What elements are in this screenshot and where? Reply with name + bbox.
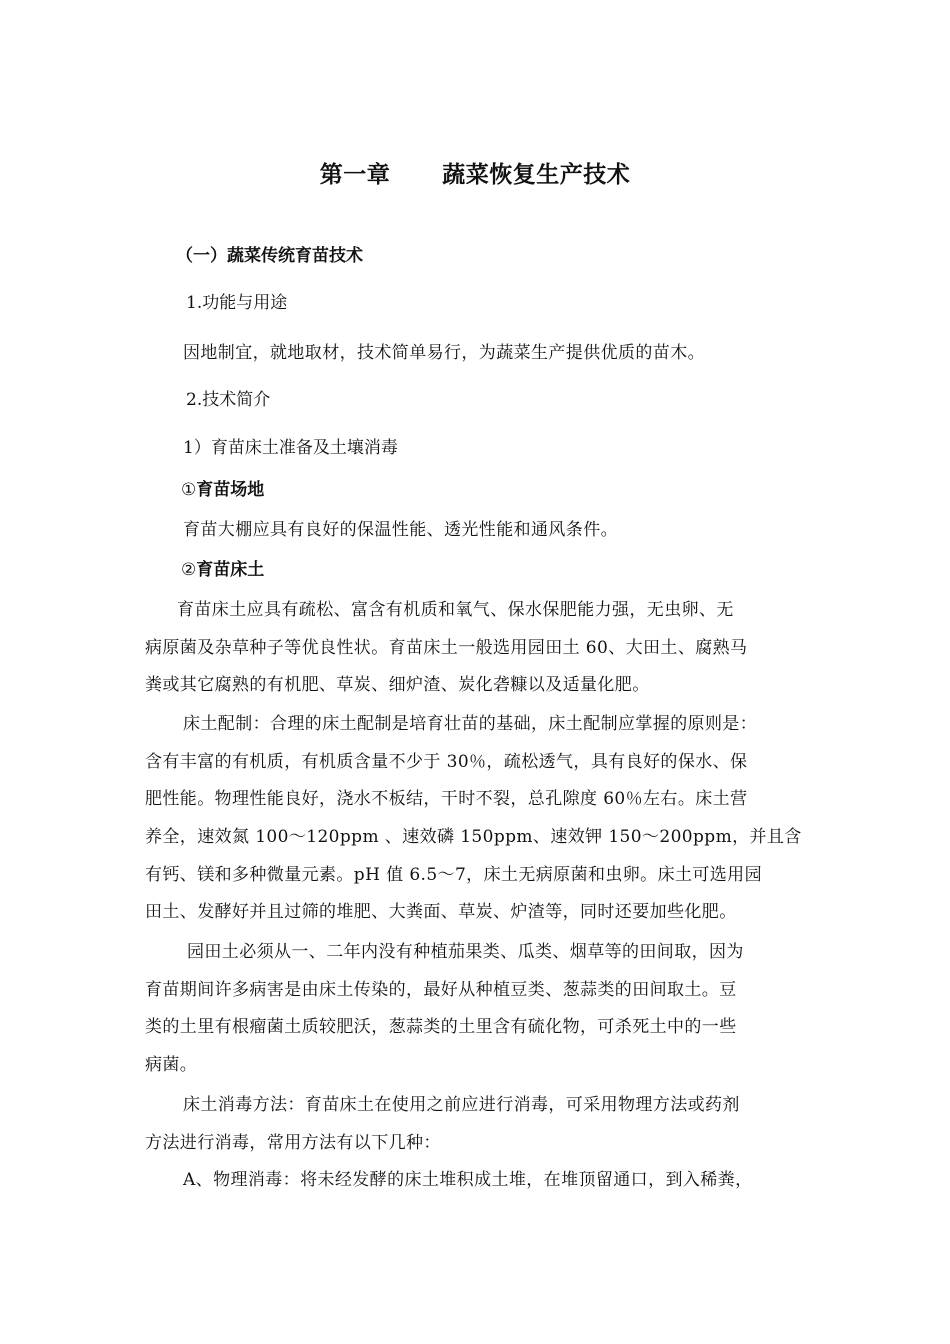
- chapter-number: 第一章: [319, 162, 391, 188]
- site-heading: [181, 479, 264, 501]
- site-text: 育苗大棚应具有良好的保温性能、透光性能和通风条件。: [183, 520, 618, 540]
- site-heading-text: 育苗场地: [196, 480, 265, 500]
- paragraph-line: 养全，速效氮 100～120ppm 、速效磷 150ppm、速效钾 150～200ppm，并且含: [145, 827, 802, 848]
- paragraph-line: 育苗期间许多病害是由床土传染的，最好从种植豆类、葱蒜类的田间取土。豆: [145, 979, 737, 1000]
- soil-heading-text: 育苗床土: [196, 560, 265, 580]
- soil-heading: [181, 559, 264, 581]
- paragraph-field-soil: [145, 941, 807, 1092]
- paragraph-line: 园田土必须从一、二年内没有种植茄果类、瓜类、烟草等的田间取，因为: [187, 942, 744, 962]
- item-1-label: 1.功能与用途: [186, 293, 288, 313]
- item-2-label: 2.技术简介: [186, 390, 271, 410]
- paragraph-soil-properties: [145, 599, 807, 712]
- chapter-name: 蔬菜恢复生产技术: [442, 162, 631, 188]
- paragraph-line: 育苗床土应具有疏松、富含有机质和氧气、保水保肥能力强，无虫卵、无: [177, 600, 734, 620]
- chapter-title: [0, 156, 950, 189]
- paragraph-line: 方法进行消毒，常用方法有以下几种：: [145, 1132, 441, 1153]
- paragraph-line: 含有丰富的有机质，有机质含量不少于 30％，疏松透气，具有良好的保水、保: [145, 751, 748, 772]
- paragraph-line: 类的土里有根瘤菌土质较肥沃，葱蒜类的土里含有硫化物，可杀死土中的一些: [145, 1017, 737, 1038]
- soil-marker: ②: [181, 560, 197, 580]
- section-heading: （一）蔬菜传统育苗技术: [176, 246, 363, 266]
- paragraph-physical-disinfection: [145, 1169, 807, 1207]
- paragraph-line: 床土消毒方法：育苗床土在使用之前应进行消毒，可采用物理方法或药剂: [183, 1095, 740, 1115]
- item-1-text: 因地制宜，就地取材，技术简单易行，为蔬菜生产提供优质的苗木。: [183, 343, 705, 363]
- paragraph-line: A、物理消毒：将未经发酵的床土堆积成土堆，在堆顶留通口，到入稀粪，: [183, 1170, 753, 1190]
- paragraph-soil-mixing: [145, 713, 807, 939]
- paragraph-disinfection: [145, 1094, 807, 1169]
- paragraph-line: 田土、发酵好并且过筛的堆肥、大粪面、草炭、炉渣等，同时还要加些化肥。: [145, 902, 737, 923]
- site-marker: ①: [181, 480, 197, 500]
- paragraph-line: 病菌。: [145, 1055, 198, 1076]
- paragraph-line: 床土配制：合理的床土配制是培育壮苗的基础，床土配制应掌握的原则是：: [183, 714, 758, 734]
- paragraph-line: 有钙、镁和多种微量元素。pH 值 6.5～7，床土无病原菌和虫卵。床土可选用园: [145, 864, 762, 885]
- paragraph-line: 粪或其它腐熟的有机肥、草炭、细炉渣、炭化砻糠以及适量化肥。: [145, 675, 650, 696]
- subsection-1-heading: 1）育苗床土准备及土壤消毒: [183, 438, 398, 458]
- paragraph-line: 病原菌及杂草种子等优良性状。育苗床土一般选用园田土 60、大田土、腐熟马: [145, 637, 748, 658]
- paragraph-line: 肥性能。物理性能良好，浇水不板结，干时不裂，总孔隙度 60％左右。床土营: [145, 789, 748, 810]
